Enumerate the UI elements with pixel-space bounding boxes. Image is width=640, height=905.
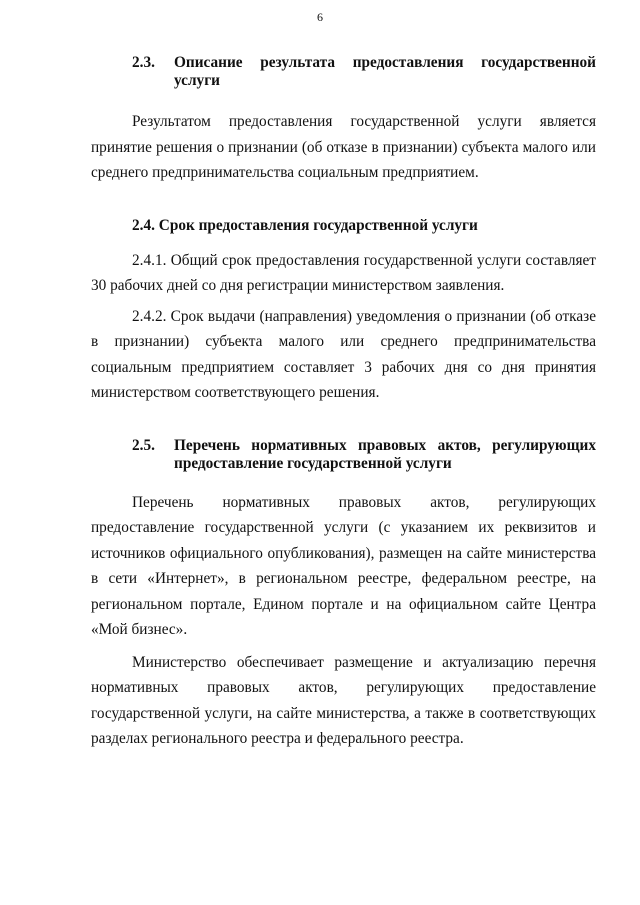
section-2-3-title-line2: услуги xyxy=(174,72,220,89)
section-2-3-title-line1: Описание результата предоставления государственной xyxy=(174,54,596,71)
page-number: 6 xyxy=(317,10,323,24)
paragraph-2-4-2: 2.4.2. Срок выдачи (направления) уведомления о признании (об отказе в признании) субъекта малого или среднего предпринимательства социальным предприятием составляет 3 рабочих дня со дня принятия министерством соответствующего решения. xyxy=(91,307,596,401)
section-2-5-heading xyxy=(91,437,596,473)
section-2-4-heading: 2.4. Срок предоставления государственной услуги xyxy=(132,216,478,234)
document-body xyxy=(91,54,596,752)
section-2-5-title-line1: Перечень нормативных правовых актов, регулирующих xyxy=(174,436,596,454)
section-2-5-number: 2.5. xyxy=(132,436,155,454)
section-2-3-number: 2.3. xyxy=(132,54,155,71)
paragraph-2-4-1: 2.4.1. Общий срок предоставления государственной услуги составляет 30 рабочих дней со дня регистрации министерством заявления. xyxy=(91,251,596,294)
section-2-5-paragraph-2: Министерство обеспечивает размещение и актуализацию перечня нормативных правовых актов, регулирующих предоставление государственной услуги, на сайте министерства, а также в соответствующих разделах регионального реестра и федерального реестра. xyxy=(91,653,596,747)
section-2-5-title xyxy=(174,437,596,473)
section-2-3-heading xyxy=(91,54,596,90)
section-2-3-title xyxy=(174,54,596,90)
section-2-5-paragraph-1: Перечень нормативных правовых актов, регулирующих предоставление государственной услуги (с указанием их реквизитов и источников официального опубликования), размещен на сайте министерства в сети «Интернет», в региональном реестре, федеральном реестре, на региональном портале, Едином портале и на официальном сайте Центра «Мой бизнес». xyxy=(91,493,596,638)
section-2-5-title-line2: предоставление государственной услуги xyxy=(174,454,452,472)
section-2-3-paragraph: Результатом предоставления государственной услуги является принятие решения о признании (об отказе в признании) субъекта малого или среднего предпринимательства социальным предприятием. xyxy=(91,113,596,181)
